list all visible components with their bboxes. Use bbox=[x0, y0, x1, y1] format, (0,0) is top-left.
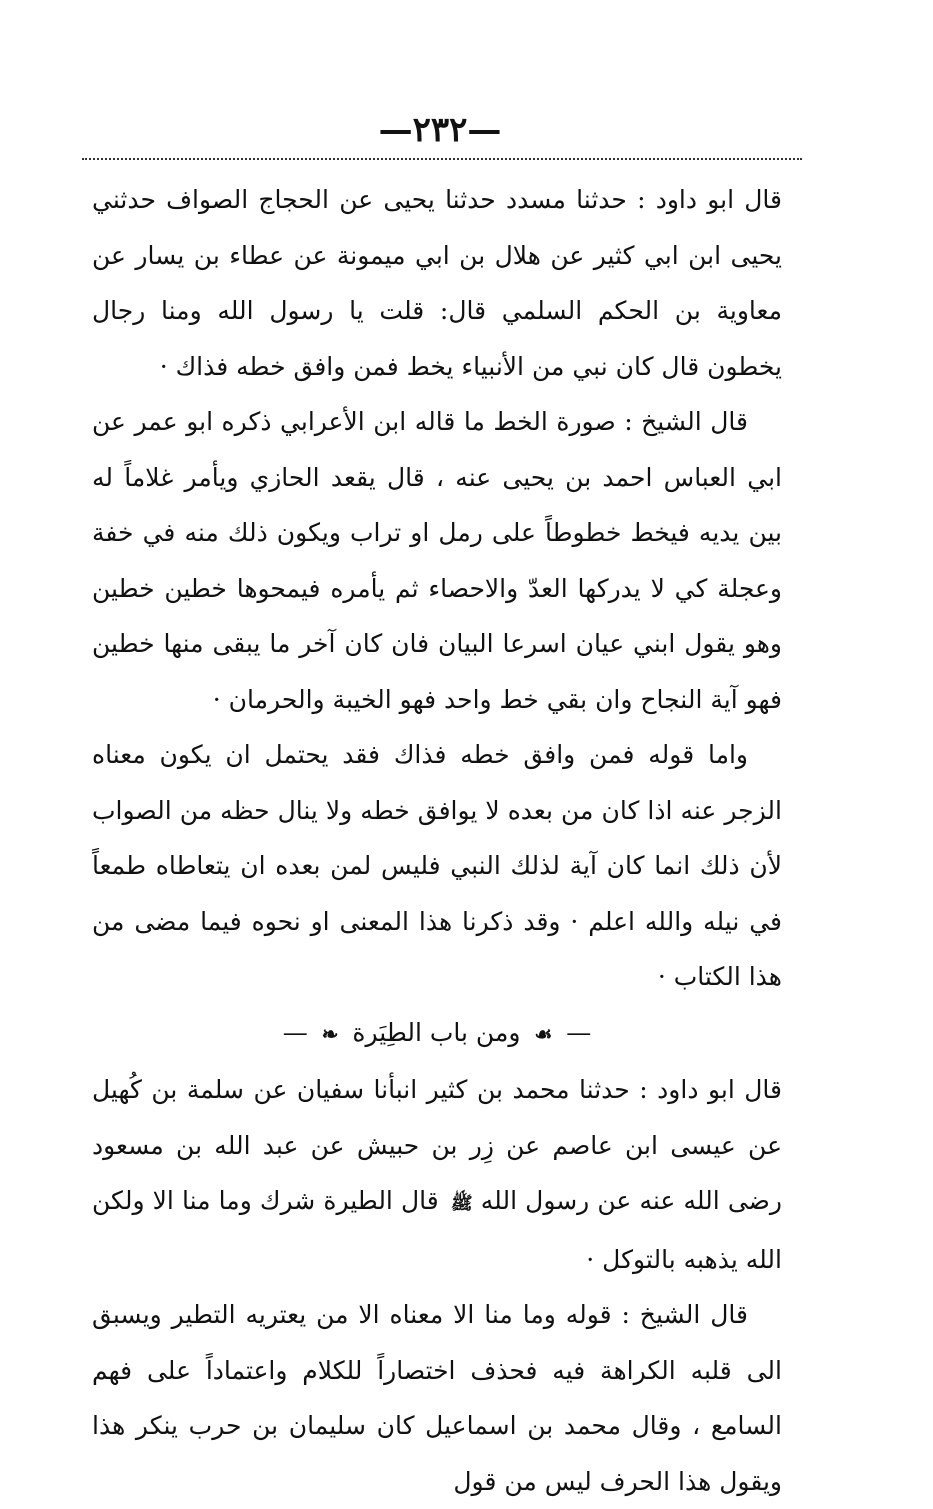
ornament-right-icon: ☙ bbox=[534, 1021, 553, 1046]
honorific-glyph: ﷺ bbox=[450, 1193, 473, 1214]
page-number: —٢٣٢— bbox=[378, 110, 502, 150]
paragraph-meaning: واما قوله فمن وافق خطه فذاك فقد يحتمل ان يكون معناه الزجر عنه اذا كان من بعده لا يوافق خطه ولا ينال حظه من الصواب لأن ذلك انما كان آية لذلك النبي فليس لمن بعده ان يتعاطاه طمعاً في نيله والله اعلم · وقد ذكرنا هذا المعنى او نحوه فيما مضى من هذا الكتاب · bbox=[92, 740, 782, 991]
paragraph-sheikh-tiyara: قال الشيخ : قوله وما منا الا معناه الا من يعتريه التطير ويسبق الى قلبه الكراهة فيه فحذف اختصاراً للكلام واعتماداً على فهم السامع ، وقال محمد بن اسماعيل كان سليمان بن حرب ينكر هذا ويقول هذا الحرف ليس من قول bbox=[92, 1300, 782, 1496]
paragraph-abu-dawud-khatt: قال ابو داود : حدثنا مسدد حدثنا يحيى عن الحجاج الصواف حدثني يحيى ابن ابي كثير عن هلال بن ابي ميمونة عن عطاء بن يسار عن معاوية بن الحكم السلمي قال: قلت يا رسول الله ومنا رجال يخطون قال كان نبي من الأنبياء يخط فمن وافق خطه فذاك · bbox=[92, 185, 782, 381]
paragraph-sheikh-khatt: قال الشيخ : صورة الخط ما قاله ابن الأعرابي ذكره ابو عمر عن ابي العباس احمد بن يحيى عنه ، قال يقعد الحازي ويأمر غلاماً له بين يديه فيخط خطوطاً على رمل او تراب ويكون ذلك منه في خفة وعجلة كي لا يدركها العدّ والاحصاء ثم يأمره فيمحوها خطين خطين وهو يقول ابني عيان اسرعا البيان فان كان آخر ما يبقى منها خطين فهو آية النجاح وان بقي خط واحد فهو الخيبة والحرمان · bbox=[92, 407, 782, 714]
section-heading-text: ومن باب الطِيَرة bbox=[352, 1017, 521, 1047]
paragraph-tiyara-main: قال ابو داود : حدثنا محمد بن كثير انبأنا سفيان عن سلمة بن كُهيل عن عيسى ابن عاصم عن زِر بن حبيش عن عبد الله بن مسعود رضى الله عنه عن رسول الله bbox=[92, 1075, 782, 1215]
ornament-left-icon: ❧ bbox=[321, 1021, 339, 1046]
section-heading bbox=[92, 1005, 782, 1063]
heading-dash-right: — bbox=[566, 1017, 592, 1047]
paragraph-tiyara-tail: قال الطيرة شرك وما منا الا ولكن الله يذهبه بالتوكل · bbox=[92, 1186, 782, 1274]
heading-dash-left: — bbox=[282, 1017, 308, 1047]
body-text bbox=[92, 172, 782, 1509]
header-divider bbox=[82, 158, 802, 160]
paragraph-abu-dawud-tiyara bbox=[92, 1062, 782, 1287]
